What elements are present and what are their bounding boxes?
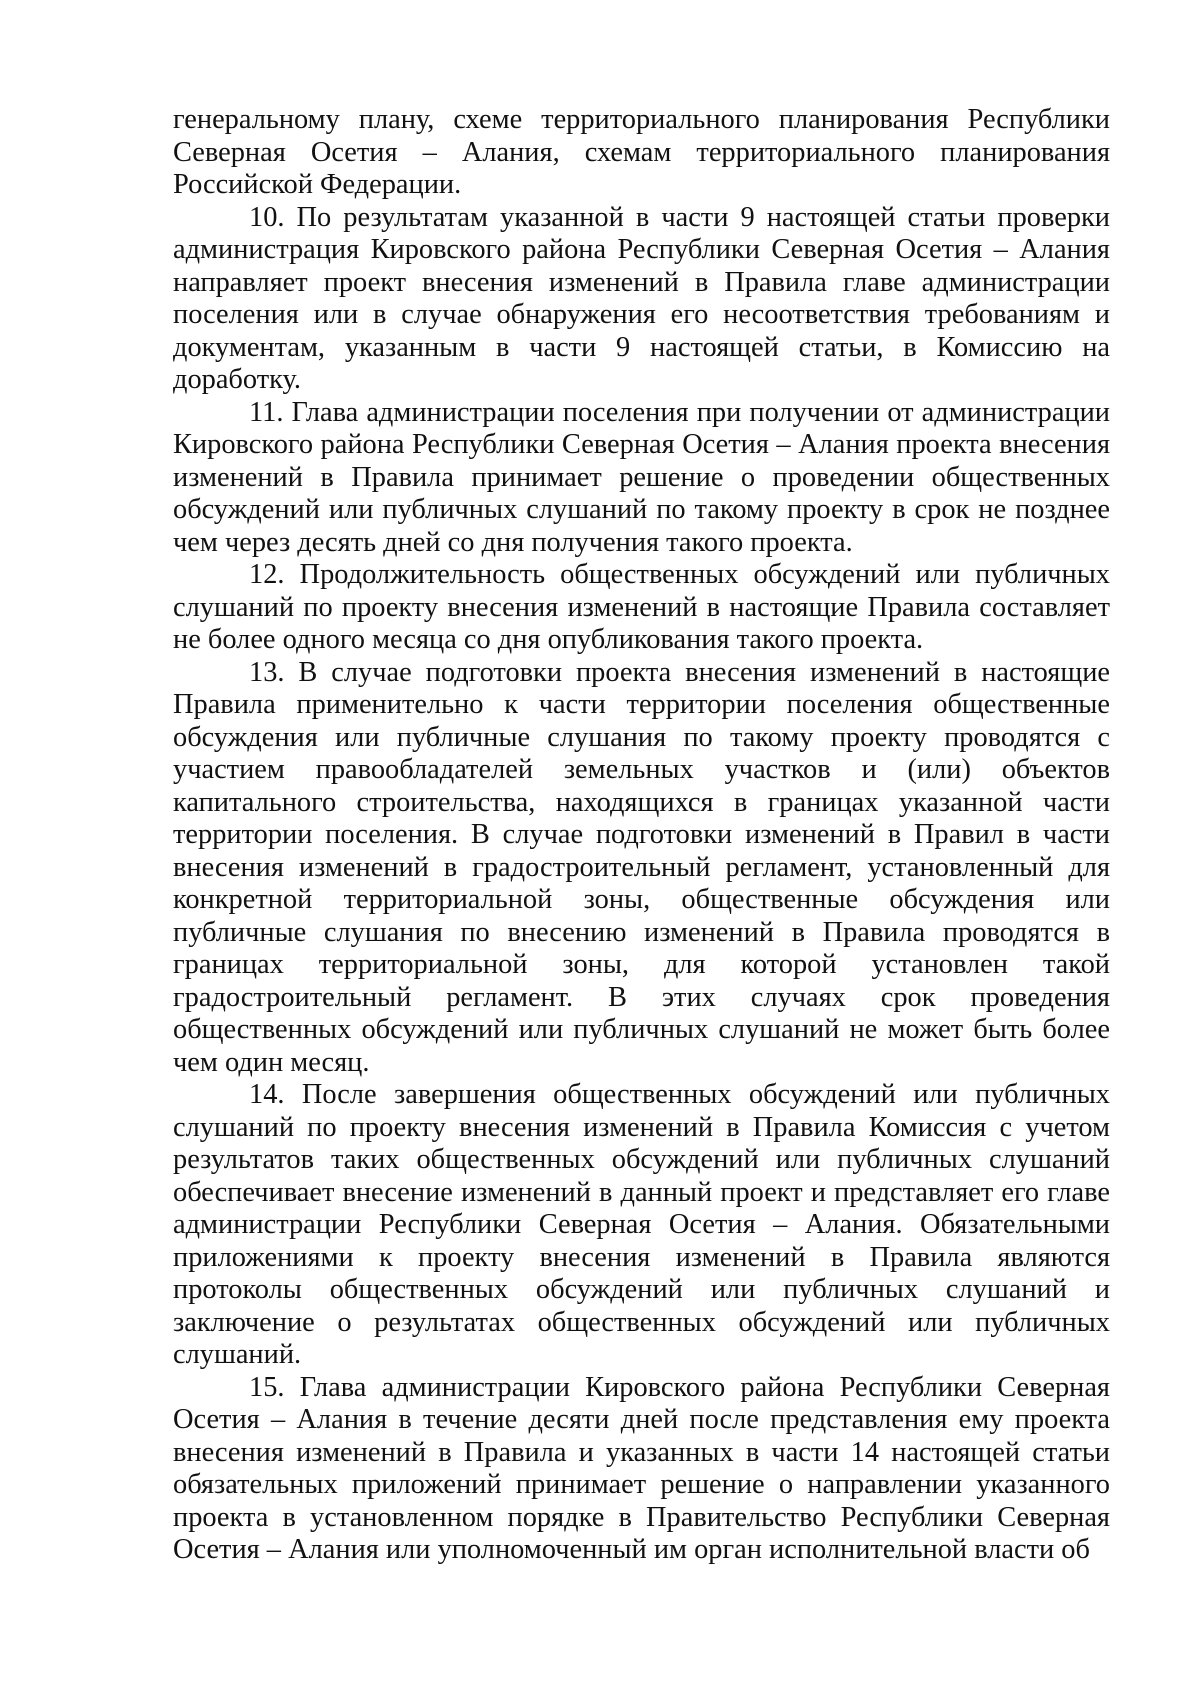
paragraph-11: 11. Глава администрации поселения при получении от администрации Кировского района Республики Северная Осетия – Алания проекта внесения изменений в Правила принимает решение о проведении общественных обсуждений или публичных слушаний по такому проекту в срок не позднее чем через десять дней со дня получения такого проекта. (173, 396, 1110, 558)
document-page (173, 104, 1110, 1567)
paragraph-continuation: генеральному плану, схеме территориального планирования Республики Северная Осетия – Алания, схемам территориального планирования Российской Федерации. (173, 104, 1110, 200)
paragraph-14: 14. После завершения общественных обсуждений или публичных слушаний по проекту внесения изменений в Правила Комиссия с учетом результатов таких общественных обсуждений или публичных слушаний обеспечивает внесение изменений в данный проект и представляет его главе администрации Республики Северная Осетия – Алания. Обязательными приложениями к проекту внесения изменений в Правила являются протоколы общественных обсуждений или публичных слушаний и заключение о результатах общественных обсуждений или публичных слушаний. (173, 1079, 1110, 1370)
paragraph-15: 15. Глава администрации Кировского района Республики Северная Осетия – Алания в течение десяти дней после представления ему проекта внесения изменений в Правила и указанных в части 14 настоящей статьи обязательных приложений принимает решение о направлении указанного проекта в установленном порядке в Правительство Республики Северная Осетия – Алания или уполномоченный им орган исполнительной власти об (173, 1371, 1110, 1565)
paragraph-12: 12. Продолжительность общественных обсуждений или публичных слушаний по проекту внесения изменений в настоящие Правила составляет не более одного месяца со дня опубликования такого проекта. (173, 559, 1110, 655)
paragraph-13: 13. В случае подготовки проекта внесения изменений в настоящие Правила применительно к части территории поселения общественные обсуждения или публичные слушания по такому проекту проводятся с участием правообладателей земельных участков и (или) объектов капитального строительства, находящихся в границах указанной части территории поселения. В случае подготовки изменений в Правил в части внесения изменений в градостроительный регламент, установленный для конкретной территориальной зоны, общественные обсуждения или публичные слушания по внесению изменений в Правила проводятся в границах территориальной зоны, для которой установлен такой градостроительный регламент. В этих случаях срок проведения общественных обсуждений или публичных слушаний не может быть более чем один месяц. (173, 656, 1110, 1078)
paragraph-10: 10. По результатам указанной в части 9 настоящей статьи проверки администрация Кировского района Республики Северная Осетия – Алания направляет проект внесения изменений в Правила главе администрации поселения или в случае обнаружения его несоответствия требованиям и документам, указанным в части 9 настоящей статьи, в Комиссию на доработку. (173, 201, 1110, 395)
